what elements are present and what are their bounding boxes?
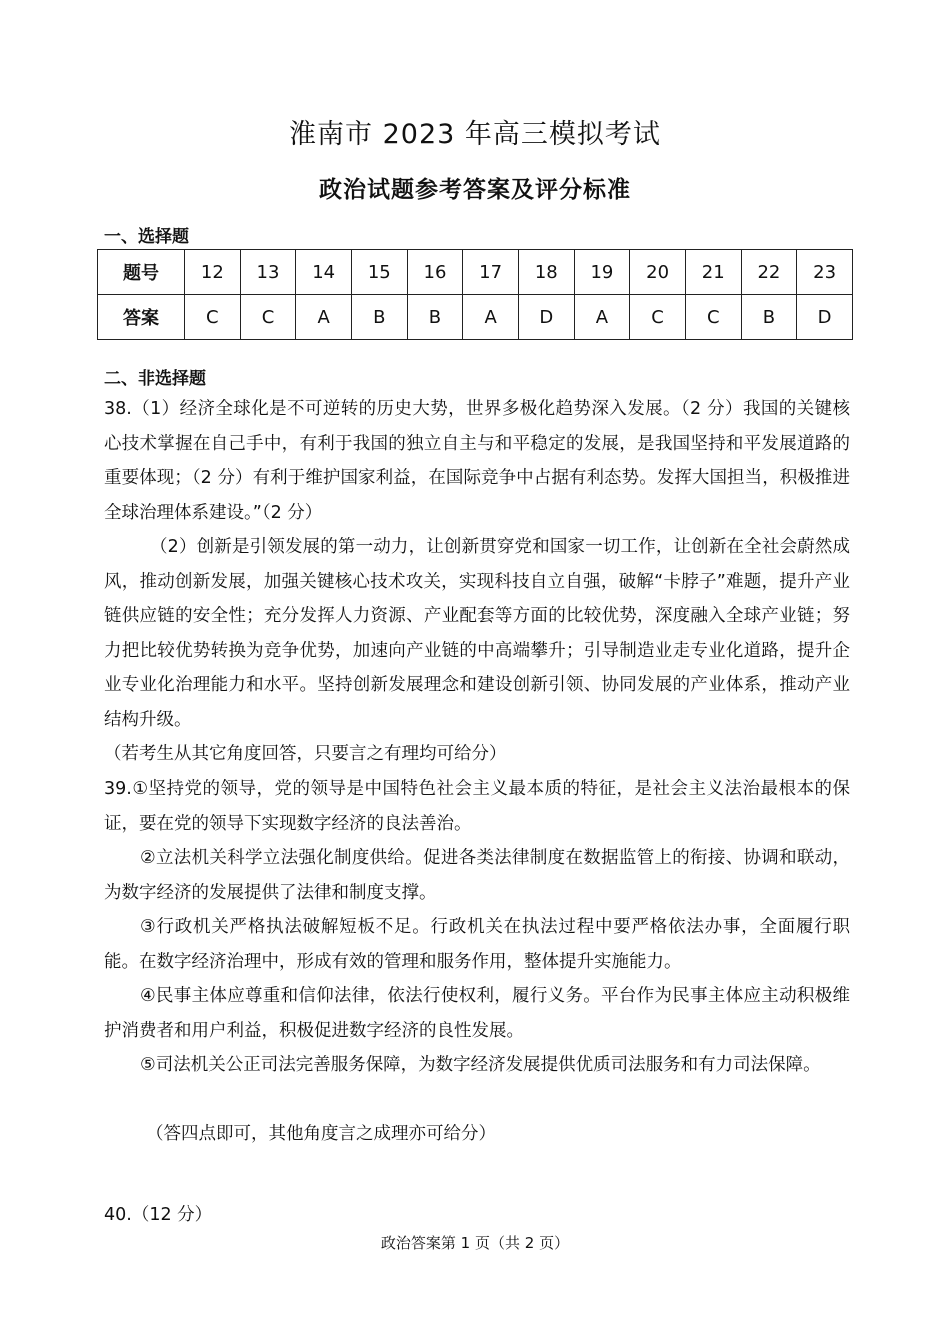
section-heading-nonchoice: 二、非选择题 — [104, 369, 206, 389]
table-cell: A — [463, 295, 519, 340]
table-cell: 14 — [296, 250, 352, 295]
table-cell: A — [296, 295, 352, 340]
table-row-header: 题号 — [98, 250, 185, 295]
answer-39-point5: ⑤司法机关公正司法完善服务保障，为数字经济发展提供优质司法服务和有力司法保障。 — [140, 1055, 821, 1075]
answer-39-point1: 39.①坚持党的领导，党的领导是中国特色社会主义最本质的特征，是社会主义法治最根本的保证，要在党的领导下实现数字经济的良法善治。 — [104, 779, 850, 834]
answer-39-note: （答四点即可，其他角度言之成理亦可给分） — [146, 1124, 496, 1144]
answer-38-part1: 38.（1）经济全球化是不可逆转的历史大势，世界多极化趋势深入发展。（2 分）我国的关键核心技术掌握在自己手中，有利于我国的独立自主与和平稳定的发展，是我国坚持和平发展道路的重要体现；（2 分）有利于维护国家利益，在国际竞争中占据有利态势。发挥大国担当，积极推进全球治理体系建设。”（2 分） — [104, 399, 850, 523]
table-cell: D — [518, 295, 574, 340]
answer-38-part2: （2）创新是引领发展的第一动力，让创新贯穿党和国家一切工作，让创新在全社会蔚然成风，推动创新发展，加强关键核心技术攻关，实现科技自立自强，破解“卡脖子”难题，提升产业链供应链的安全性；充分发挥人力资源、产业配套等方面的比较优势，深度融入全球产业链；努力把比较优势转换为竞争优势，加速向产业链的中高端攀升；引导制造业走专业化道路，提升企业专业化治理能力和水平。坚持创新发展理念和建设创新引领、协同发展的产业体系，推动产业结构升级。 — [104, 537, 850, 730]
table-cell: A — [574, 295, 630, 340]
table-cell: C — [240, 295, 296, 340]
table-row — [98, 295, 853, 340]
table-cell: 20 — [630, 250, 686, 295]
table-cell: B — [407, 295, 463, 340]
table-cell: C — [630, 295, 686, 340]
table-cell: 17 — [463, 250, 519, 295]
page-footer: 政治答案第 1 页（共 2 页） — [380, 1234, 570, 1252]
table-cell: 15 — [351, 250, 407, 295]
table-cell: 18 — [518, 250, 574, 295]
table-cell: D — [797, 295, 853, 340]
table-cell: C — [185, 295, 241, 340]
table-cell: 22 — [741, 250, 797, 295]
table-cell: 23 — [797, 250, 853, 295]
answer-39-point2: ②立法机关科学立法强化制度供给。促进各类法律制度在数据监管上的衔接、协调和联动，为数字经济的发展提供了法律和制度支撑。 — [104, 848, 850, 903]
answer-40-heading: 40.（12 分） — [104, 1205, 213, 1225]
table-row-header: 答案 — [98, 295, 185, 340]
table-cell: 19 — [574, 250, 630, 295]
table-cell: B — [351, 295, 407, 340]
table-cell: 13 — [240, 250, 296, 295]
answer-table — [97, 249, 853, 340]
section-heading-choice: 一、选择题 — [104, 227, 189, 247]
table-cell: C — [685, 295, 741, 340]
page-subtitle: 政治试题参考答案及评分标准 — [319, 177, 631, 203]
answer-39-point3: ③行政机关严格执法破解短板不足。行政机关在执法过程中要严格依法办事，全面履行职能。在数字经济治理中，形成有效的管理和服务作用，整体提升实施能力。 — [104, 917, 850, 972]
table-row — [98, 250, 853, 295]
answer-38-note: （若考生从其它角度回答，只要言之有理均可给分） — [104, 744, 507, 764]
answer-39-point4: ④民事主体应尊重和信仰法律，依法行使权利，履行义务。平台作为民事主体应主动积极维护消费者和用户利益，积极促进数字经济的良性发展。 — [104, 986, 850, 1041]
table-cell: 21 — [685, 250, 741, 295]
table-cell: 16 — [407, 250, 463, 295]
page-title: 淮南市 2023 年高三模拟考试 — [289, 119, 661, 150]
table-cell: B — [741, 295, 797, 340]
table-cell: 12 — [185, 250, 241, 295]
